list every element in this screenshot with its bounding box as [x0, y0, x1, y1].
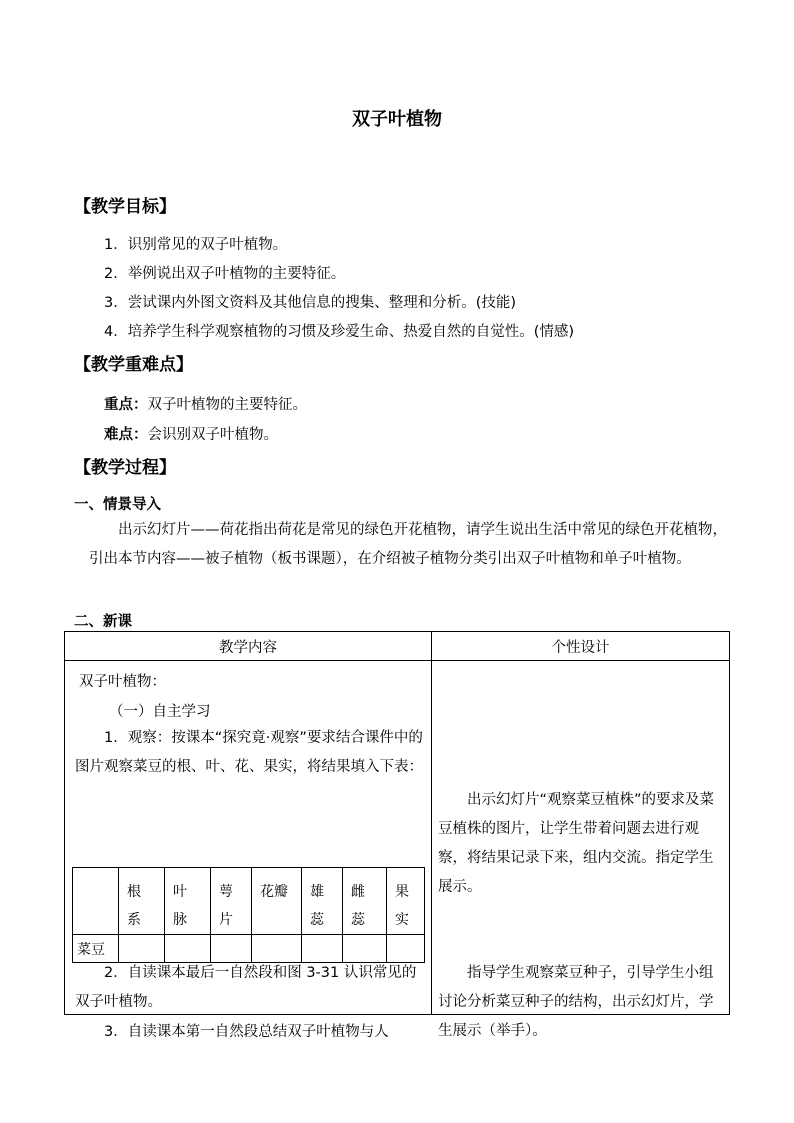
header-stamen: 雄蕊 — [310, 884, 324, 928]
observation-header-cell — [343, 868, 387, 935]
table-row — [65, 661, 730, 1015]
objectives-heading: 【教学目标】 — [74, 197, 176, 217]
header-vein: 叶脉 — [173, 884, 187, 928]
observation-table — [72, 867, 425, 963]
header-content: 教学内容 — [65, 632, 432, 661]
header-pistil: 雌蕊 — [351, 884, 365, 928]
content-paragraph: 3．自读课本第一自然段总结双子叶植物与人 — [104, 1024, 389, 1040]
content-paragraph: 1．观察：按课本“探究竟·观察”要求结合课件中的图片观察菜豆的根、叶、花、果实，将结果填入下表： — [75, 730, 423, 775]
key-point — [104, 393, 307, 414]
observation-header-cell — [252, 868, 302, 935]
observation-header-cell — [119, 868, 165, 935]
header-design: 个性设计 — [432, 632, 730, 661]
content-line: 双子叶植物： — [79, 674, 166, 690]
process-heading: 【教学过程】 — [74, 458, 176, 478]
difficult-point-label: 难点： — [104, 427, 148, 443]
design-paragraph: 指导学生观察菜豆种子，引导学生小组讨论分析菜豆种子的结构，出示幻灯片，学生展示（举手）。 — [438, 965, 714, 1039]
design-cell — [432, 661, 730, 1039]
observation-header-cell — [73, 868, 119, 935]
content-paragraph: 2．自读课本最后一自然段和图 3-31 认识常见的双子叶植物。 — [75, 965, 417, 1010]
header-fruit: 果实 — [395, 884, 409, 928]
key-point-text: 双子叶植物的主要特征。 — [147, 397, 307, 413]
key-points-heading: 【教学重难点】 — [74, 355, 193, 375]
header-petal: 花瓣 — [260, 884, 288, 900]
design-paragraph: 出示幻灯片“观察菜豆植株”的要求及菜豆植株的图片，让学生带着问题去进行观察，将结果记录下来，组内交流。指定学生展示。 — [438, 792, 715, 895]
step1-title: 一、情景导入 — [74, 497, 161, 513]
difficult-point-text: 会识别双子叶植物。 — [147, 427, 278, 443]
objective-item: 1．识别常见的双子叶植物。 — [104, 237, 288, 253]
content-cell — [65, 661, 432, 1040]
observation-header-row — [73, 868, 425, 935]
objective-item: 4．培养学生科学观察植物的习惯及珍爱生命、热爱自然的自觉性。(情感) — [104, 324, 575, 340]
objective-item: 3．尝试课内外图文资料及其他信息的搜集、整理和分析。(技能) — [104, 295, 517, 311]
observation-header-cell — [165, 868, 211, 935]
key-point-label: 重点： — [104, 397, 148, 413]
step2-title: 二、新课 — [74, 614, 132, 630]
objective-item: 2．举例说出双子叶植物的主要特征。 — [104, 266, 346, 282]
difficult-point — [104, 423, 278, 444]
content-line: （一）自主学习 — [109, 704, 211, 720]
header-sepal: 萼片 — [219, 884, 233, 928]
observation-header-cell — [211, 868, 252, 935]
observation-header-cell — [387, 868, 425, 935]
observation-row-label: 菜豆 — [73, 935, 119, 963]
step1-text: 出示幻灯片——荷花指出荷花是常见的绿色开花植物，请学生说出生活中常见的绿色开花植物，引出本节内容——被子植物（板书课题），在介绍被子植物分类引出双子叶植物和单子叶植物。 — [89, 522, 727, 567]
table-header-row — [65, 632, 730, 661]
header-root: 根系 — [127, 884, 141, 928]
observation-header-cell — [302, 868, 343, 935]
page-title: 双子叶植物 — [352, 109, 442, 130]
lesson-table — [64, 631, 730, 1040]
